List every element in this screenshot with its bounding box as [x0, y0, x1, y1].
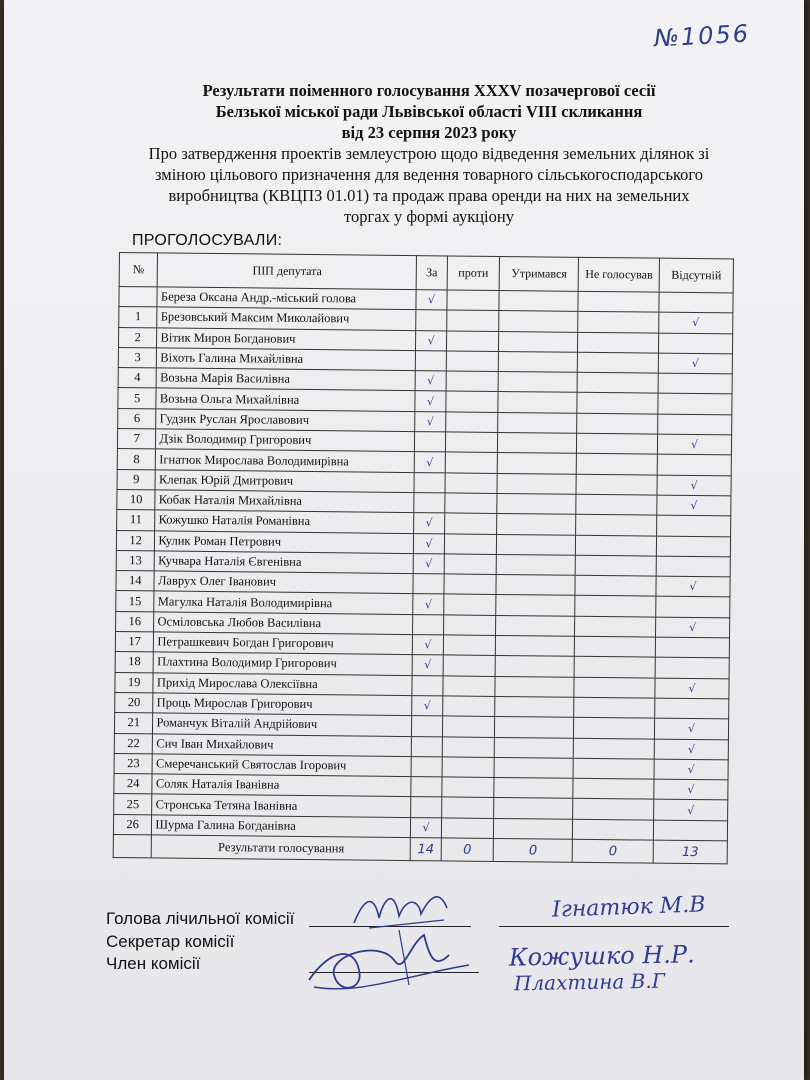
row-number: 19	[115, 672, 154, 693]
col-header-absent: Відсутній	[659, 258, 733, 293]
deputy-name: Ігнатюк Мирослава Володимирівна	[156, 449, 415, 472]
vote-for-mark: √	[414, 533, 445, 554]
vote-against-mark	[444, 554, 497, 575]
vote-for-mark	[416, 351, 447, 372]
document-header	[104, 80, 754, 227]
vote-abstained-mark	[496, 554, 575, 575]
vote-against-mark	[443, 594, 496, 615]
deputy-name: Возьна Марія Василівна	[157, 368, 416, 391]
vote-abstained-mark	[496, 636, 575, 657]
vote-abstained-mark	[496, 575, 575, 596]
vote-for-mark: √	[412, 696, 443, 717]
secretary-signature	[299, 925, 479, 1000]
vote-abstained-mark	[497, 473, 576, 494]
vote-against-mark	[445, 412, 498, 433]
vote-for-mark	[411, 756, 442, 777]
row-number: 22	[114, 733, 153, 754]
vote-against-mark	[445, 432, 498, 453]
vote-abstained-mark	[495, 656, 574, 677]
row-number: 18	[115, 652, 154, 673]
row-number: 16	[116, 611, 155, 632]
vote-for-mark: √	[415, 452, 446, 473]
vote-absent-mark	[658, 414, 732, 435]
vote-against-mark	[441, 818, 494, 839]
vote-against-mark	[442, 696, 495, 717]
vote-not-voted-mark	[577, 372, 658, 393]
vote-against-mark	[443, 635, 496, 656]
vote-absent-mark	[658, 394, 732, 415]
vote-absent-mark	[656, 597, 730, 618]
vote-for-mark	[415, 432, 446, 453]
deputy-name: Вітик Мирон Богданович	[157, 327, 416, 350]
vote-for-mark: √	[415, 371, 446, 392]
vote-absent-mark: √	[658, 434, 732, 455]
vote-for-mark: √	[413, 594, 444, 615]
vote-against-mark	[444, 533, 497, 554]
vote-against-mark	[445, 473, 498, 494]
row-number: 26	[113, 814, 152, 835]
vote-for-mark: √	[416, 290, 447, 311]
vote-abstained-mark	[497, 534, 576, 555]
vote-not-voted-mark	[577, 352, 658, 373]
vote-abstained-mark	[498, 412, 577, 433]
deputy-name: Кожушко Наталія Романівна	[155, 510, 414, 533]
vote-for-mark	[412, 736, 443, 757]
row-number: 13	[116, 550, 155, 571]
chair-label: Голова лічильної комісії	[106, 909, 295, 928]
vote-abstained-mark	[495, 717, 574, 738]
document-sheet	[4, 0, 804, 1080]
row-number: 1	[119, 307, 158, 328]
vote-against-mark	[446, 371, 499, 392]
vote-absent-mark: √	[657, 475, 731, 496]
row-number: 15	[116, 591, 155, 612]
row-number: 5	[118, 388, 157, 409]
signature-labels	[106, 908, 294, 976]
deputy-name: Соляк Наталія Іванівна	[152, 774, 411, 797]
row-number: 9	[117, 469, 156, 490]
vote-for-mark: √	[414, 553, 445, 574]
deputy-name: Романчук Віталій Андрійович	[153, 713, 412, 736]
total-not-voted: 0	[572, 839, 653, 863]
deputy-name: Осміловська Любов Василівна	[154, 612, 413, 635]
title-line-2: Белзької міської ради Львівської області VIII скликання	[215, 102, 643, 121]
vote-against-mark	[446, 351, 499, 372]
vote-abstained-mark	[498, 433, 577, 454]
table-body	[113, 287, 733, 841]
vote-abstained-mark	[498, 453, 577, 474]
vote-against-mark	[446, 331, 499, 352]
row-number: 23	[114, 753, 153, 774]
vote-not-voted-mark	[573, 819, 654, 840]
vote-for-mark: √	[412, 655, 443, 676]
vote-against-mark	[445, 452, 498, 473]
vote-not-voted-mark	[574, 677, 655, 698]
vote-against-mark	[446, 391, 499, 412]
vote-abstained-mark	[496, 595, 575, 616]
vote-abstained-mark	[498, 372, 577, 393]
row-number: 20	[115, 692, 154, 713]
row-number: 24	[114, 774, 153, 795]
vote-against-mark	[442, 777, 495, 798]
vote-absent-mark	[659, 333, 733, 354]
vote-for-mark	[413, 574, 444, 595]
vote-abstained-mark	[497, 493, 576, 514]
col-header-for: За	[416, 256, 447, 290]
vote-absent-mark	[659, 292, 733, 313]
vote-against-mark	[442, 736, 495, 757]
vote-not-voted-mark	[573, 778, 654, 799]
vote-absent-mark: √	[654, 739, 728, 760]
vote-absent-mark: √	[659, 312, 733, 333]
totals-label: Результати голосування	[152, 835, 411, 861]
vote-for-mark: √	[415, 411, 446, 432]
row-number	[119, 287, 158, 308]
deputy-name: Стронська Тетяна Іванівна	[152, 794, 411, 817]
title-line-1: Результати поіменного голосування ХХХV позачергової сесії	[202, 81, 656, 100]
vote-for-mark: √	[413, 635, 444, 656]
vote-absent-mark: √	[655, 678, 729, 699]
vote-absent-mark: √	[657, 495, 731, 516]
row-number: 21	[114, 713, 153, 734]
handwritten-document-number: №1056	[653, 19, 751, 53]
deputy-name: Петрашкевич Богдан Григорович	[154, 632, 413, 655]
row-number: 11	[117, 510, 156, 531]
deputy-name: Магулка Наталія Володимирівна	[154, 591, 413, 614]
vote-absent-mark: √	[654, 759, 728, 780]
vote-abstained-mark	[494, 778, 573, 799]
col-header-name: ПІП депутата	[158, 253, 417, 290]
vote-for-mark	[414, 472, 445, 493]
vote-against-mark	[441, 797, 494, 818]
vote-for-mark	[411, 777, 442, 798]
vote-not-voted-mark	[577, 433, 658, 454]
vote-not-voted-mark	[574, 697, 655, 718]
row-number: 2	[119, 327, 158, 348]
deputy-name: Кучвара Наталія Євгенівна	[155, 551, 414, 574]
vote-against-mark	[445, 493, 498, 514]
vote-not-voted-mark	[573, 799, 654, 820]
deputy-name: Проць Мирослав Григорович	[153, 693, 412, 716]
vote-absent-mark: √	[656, 617, 730, 638]
vote-not-voted-mark	[576, 494, 657, 515]
vote-absent-mark	[656, 536, 730, 557]
col-header-number: №	[119, 253, 158, 287]
secretary-label: Секретар комісії	[106, 931, 235, 951]
vote-not-voted-mark	[576, 454, 657, 475]
vote-for-mark	[412, 675, 443, 696]
vote-abstained-mark	[495, 676, 574, 697]
vote-absent-mark	[658, 373, 732, 394]
vote-abstained-mark	[499, 331, 578, 352]
deputy-name: Гудзик Руслан Ярославович	[156, 409, 415, 432]
vote-not-voted-mark	[576, 535, 657, 556]
vote-not-voted-mark	[578, 312, 659, 333]
vote-absent-mark: √	[654, 800, 728, 821]
vote-absent-mark	[655, 657, 729, 678]
deputy-name: Брезовський Максим Миколайович	[157, 307, 416, 330]
vote-not-voted-mark	[575, 616, 656, 637]
vote-not-voted-mark	[577, 393, 658, 414]
vote-against-mark	[447, 290, 500, 311]
row-number: 6	[118, 408, 157, 429]
vote-not-voted-mark	[575, 575, 656, 596]
deputy-name: Лаврух Олег Іванович	[154, 571, 413, 594]
vote-abstained-mark	[499, 311, 578, 332]
vote-against-mark	[443, 615, 496, 636]
vote-absent-mark: √	[656, 576, 730, 597]
vote-abstained-mark	[499, 351, 578, 372]
subject-line-4: торгах у формі аукціону	[344, 207, 514, 226]
vote-not-voted-mark	[573, 758, 654, 779]
voted-heading: ПРОГОЛОСУВАЛИ:	[132, 232, 283, 249]
chair-name-line	[499, 926, 729, 927]
vote-abstained-mark	[495, 737, 574, 758]
vote-absent-mark: √	[655, 718, 729, 739]
vote-against-mark	[444, 574, 497, 595]
subject-line-1: Про затвердження проектів землеустрою щодо відведення земельних ділянок зі	[148, 144, 710, 163]
vote-for-mark: √	[416, 330, 447, 351]
deputy-name: Прихід Мирослава Олексіївна	[153, 673, 412, 696]
row-number: 25	[114, 794, 153, 815]
deputy-name: Клепак Юрій Дмитрович	[155, 470, 414, 493]
row-number: 3	[118, 347, 157, 368]
vote-for-mark	[413, 614, 444, 635]
vote-abstained-mark	[494, 757, 573, 778]
vote-against-mark	[442, 716, 495, 737]
row-number: 12	[116, 530, 155, 551]
row-number: 14	[116, 571, 155, 592]
vote-not-voted-mark	[573, 738, 654, 759]
total-for: 14	[411, 838, 442, 861]
vote-not-voted-mark	[574, 636, 655, 657]
deputy-name: Кулик Роман Петрович	[155, 530, 414, 553]
vote-abstained-mark	[494, 818, 573, 839]
row-number: 17	[115, 632, 154, 653]
row-number: 4	[118, 368, 157, 389]
vote-not-voted-mark	[576, 515, 657, 536]
vote-for-mark: √	[411, 817, 442, 838]
vote-absent-mark: √	[654, 779, 728, 800]
vote-absent-mark: √	[658, 353, 732, 374]
secretary-handwritten-name: Кожушко Н.Р.	[508, 940, 695, 972]
row-number: 10	[117, 489, 156, 510]
col-header-not-voted: Не голосував	[578, 257, 659, 292]
vote-abstained-mark	[499, 290, 578, 311]
vote-not-voted-mark	[574, 657, 655, 678]
subject-line-3: виробництва (КВЦПЗ 01.01) та продаж права оренди на них на земельних	[168, 186, 690, 205]
deputy-name: Смеречанський Святослав Ігорович	[152, 754, 411, 777]
vote-not-voted-mark	[575, 596, 656, 617]
vote-absent-mark	[657, 455, 731, 476]
member-handwritten-name: Плахтина В.Г	[513, 968, 666, 996]
vote-abstained-mark	[497, 514, 576, 535]
col-header-abstained: Утримався	[499, 256, 578, 291]
deputy-name: Кобак Наталія Михайлівна	[155, 490, 414, 513]
vote-for-mark	[416, 310, 447, 331]
vote-absent-mark	[656, 556, 730, 577]
vote-abstained-mark	[496, 615, 575, 636]
vote-absent-mark	[653, 820, 727, 841]
subject-line-2: зміною цільового призначення для ведення товарного сільськогосподарського	[154, 165, 704, 184]
deputy-name: Шурма Галина Богданівна	[152, 815, 411, 838]
vote-against-mark	[443, 655, 496, 676]
vote-not-voted-mark	[578, 332, 659, 353]
vote-abstained-mark	[495, 696, 574, 717]
vote-against-mark	[446, 310, 499, 331]
deputy-name: Плахтина Володимир Григорович	[154, 652, 413, 675]
vote-not-voted-mark	[575, 555, 656, 576]
total-absent: 13	[653, 840, 727, 864]
total-abstained: 0	[493, 838, 572, 862]
vote-not-voted-mark	[576, 474, 657, 495]
deputy-name: Дзік Володимир Григорович	[156, 429, 415, 452]
deputy-name: Сич Іван Михайлович	[153, 733, 412, 756]
vote-for-mark: √	[414, 513, 445, 534]
vote-for-mark: √	[415, 391, 446, 412]
vote-not-voted-mark	[574, 718, 655, 739]
vote-against-mark	[442, 757, 495, 778]
member-label: Член комісії	[106, 954, 201, 973]
vote-abstained-mark	[498, 392, 577, 413]
deputy-name: Береза Оксана Андр.-міський голова	[157, 287, 416, 310]
chair-handwritten-name: Ігнатюк М.В	[551, 892, 706, 923]
total-against: 0	[441, 838, 494, 862]
vote-against-mark	[443, 676, 496, 697]
row-number: 7	[117, 429, 156, 450]
vote-not-voted-mark	[577, 413, 658, 434]
voting-results-table	[113, 252, 734, 864]
vote-against-mark	[444, 513, 497, 534]
title-line-3: від 23 серпня 2023 року	[341, 123, 517, 142]
vote-for-mark	[414, 493, 445, 514]
vote-absent-mark	[655, 698, 729, 719]
totals-empty-cell	[113, 834, 152, 857]
deputy-name: Возьна Ольга Михайлівна	[156, 388, 415, 411]
vote-absent-mark	[655, 637, 729, 658]
vote-for-mark	[411, 797, 442, 818]
vote-abstained-mark	[494, 798, 573, 819]
row-number: 8	[117, 449, 156, 470]
vote-absent-mark	[657, 515, 731, 536]
vote-not-voted-mark	[578, 291, 659, 312]
vote-for-mark	[412, 716, 443, 737]
deputy-name: Віхоть Галина Михайлівна	[157, 348, 416, 371]
col-header-against: проти	[447, 256, 500, 291]
